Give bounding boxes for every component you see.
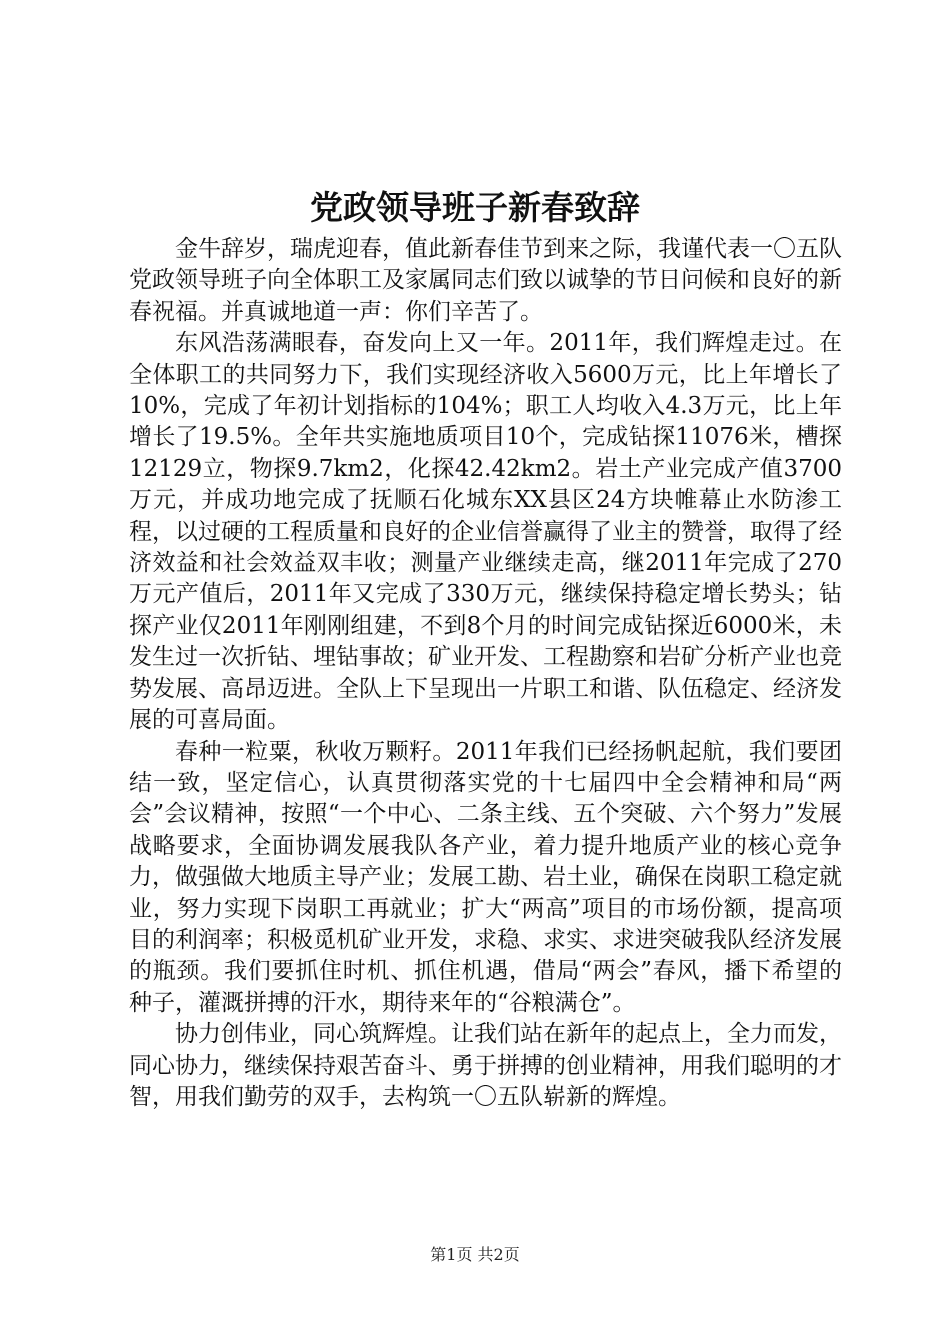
paragraph-plans: 春种一粒粟，秋收万颗籽。2011年我们已经扬帆起航，我们要团结一致，坚定信心，认真贯彻落实党的十七届四中全会精神和局“两会”会议精神，按照“一个中心、二条主线、五个突破、六个努力”发展战略要求，全面协调发展我队各产业，着力提升地质产业的核心竞争力，做强做大地质主导产业；发展工勘、岩土业，确保在岗职工稳定就业，努力实现下岗职工再就业；扩大“两高”项目的市场份额，提高项目的利润率；积极觅机矿业开发，求稳、求实、求进突破我队经济发展的瓶颈。我们要抓住时机、抓住机遇，借局“两会”春风，播下希望的种子，灌溉拼搏的汗水，期待来年的“谷粮满仓”。	[129, 738, 842, 1016]
paragraph-closing: 协力创伟业，同心筑辉煌。让我们站在新年的起点上，全力而发，同心协力，继续保持艰苦奋斗、勇于拼搏的创业精神，用我们聪明的才智，用我们勤劳的双手，去构筑一〇五队崭新的辉煌。	[129, 1021, 842, 1110]
paragraph-greeting: 金牛辞岁，瑞虎迎春，值此新春佳节到来之际，我谨代表一〇五队党政领导班子向全体职工及家属同志们致以诚挚的节日问候和良好的新春祝福。并真诚地道一声：你们辛苦了。	[129, 236, 842, 325]
document-title: 党政领导班子新春致辞	[310, 188, 640, 227]
paragraph-achievements: 东风浩荡满眼春，奋发向上又一年。2011年，我们辉煌走过。在全体职工的共同努力下，我们实现经济收入5600万元，比上年增长了10%，完成了年初计划指标的104%；职工人均收入4.3万元，比上年增长了19.5%。全年共实施地质项目10个，完成钻探11076米，槽探12129立，物探9.7km2，化探42.42km2。岩土产业完成产值3700万元，并成功地完成了抚顺石化城东XX县区24方块帷幕止水防渗工程，以过硬的工程质量和良好的企业信誉赢得了业主的赞誉，取得了经济效益和社会效益双丰收；测量产业继续走高，继2011年完成了270万元产值后，2011年又完成了330万元，继续保持稳定增长势头；钻探产业仅2011年刚刚组建，不到8个月的时间完成钻探近6000米，未发生过一次折钻、埋钻事故；矿业开发、工程勘察和岩矿分析产业也竞势发展、高昂迈进。全队上下呈现出一片职工和谐、队伍稳定、经济发展的可喜局面。	[129, 330, 842, 734]
document-body	[129, 234, 842, 1113]
page-number-footer: 第1页 共2页	[430, 1245, 520, 1264]
